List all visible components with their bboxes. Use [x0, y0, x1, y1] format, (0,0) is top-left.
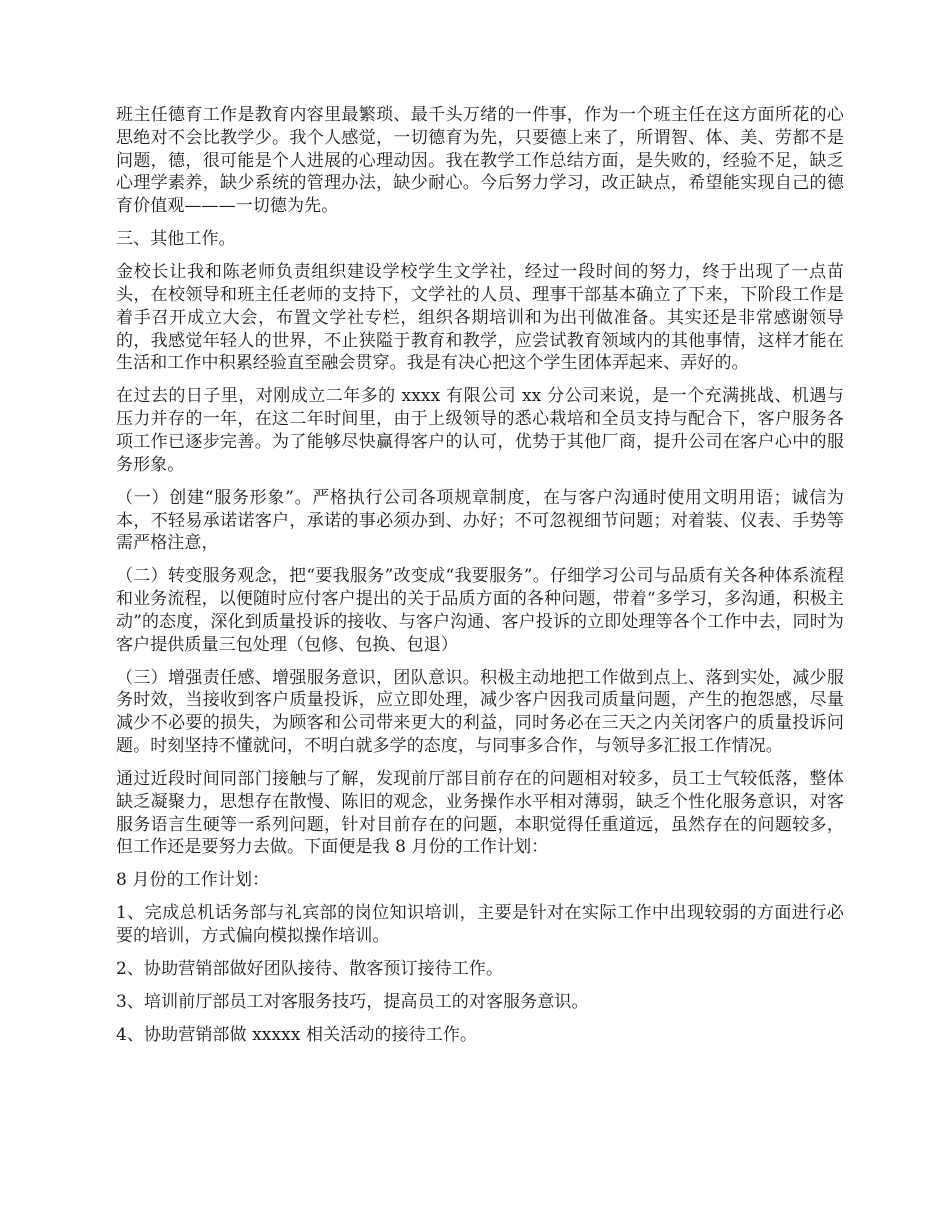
- paragraph-front-office-issues: 通过近段时间同部门接触与了解，发现前厅部目前存在的问题相对较多，员工士气较低落，整体缺乏凝聚力，思想存在散慢、陈旧的观念，业务操作水平相对薄弱，缺乏个性化服务意识，对客服务语言生硬等一系列问题，针对目前存在的问题，本职觉得任重道远，虽然存在的问题较多，但工作还是要努力去做。下面便是我 8 月份的工作计划：: [116, 769, 844, 858]
- paragraph-service-image: （一）创建“服务形象”。严格执行公司各项规章制度，在与客户沟通时使用文明用语；诚信为本，不轻易承诺诺客户，承诺的事必须办到、办好；不可忽视细节问题；对着装、仪表、手势等需严格注意，: [116, 487, 844, 554]
- plan-heading: 8 月份的工作计划：: [116, 870, 270, 891]
- plan-item-1: 1、完成总机话务部与礼宾部的岗位知识培训，主要是针对在实际工作中出现较弱的方面进行必要的培训，方式偏向模拟操作培训。: [116, 903, 844, 947]
- paragraph-responsibility: （三）增强责任感、增强服务意识，团队意识。积极主动地把工作做到点上、落到实处，减少服务时效，当接收到客户质量投诉，应立即处理，减少客户因我司质量问题，产生的抱怨感，尽量减少不必要的损失，为顾客和公司带来更大的利益，同时务必在三天之内关闭客户的质量投诉问题。时刻坚持不懂就问，不明白就多学的态度，与同事多合作，与领导多汇报工作情况。: [116, 667, 844, 757]
- paragraph-literature-club: 金校长让我和陈老师负责组织建设学校学生文学社，经过一段时间的努力，终于出现了一点苗头，在校领导和班主任老师的支持下，文学社的人员、理事干部基本确立了下来，下阶段工作是着手召开成立大会，布置文学社专栏，组织各期培训和为出刊做准备。其实还是非常感谢领导的，我感觉年轻人的世界，不止狭隘于教育和教学，应尝试教育领域内的其他事情，这样才能在生活和工作中积累经验直至融会贯穿。我是有决心把这个学生团体弄起来、弄好的。: [116, 262, 844, 374]
- paragraph-moral-education: 班主任德育工作是教育内容里最繁琐、最千头万绪的一件事，作为一个班主任在这方面所花的心思绝对不会比教学少。我个人感觉，一切德育为先，只要德上来了，所谓智、体、美、劳都不是问题，德，很可能是个人进展的心理动因。我在教学工作总结方面，是失败的，经验不足，缺乏心理学素养，缺少系统的管理办法，缺少耐心。今后努力学习，改正缺点，希望能实现自己的德育价值观———一切德为先。: [116, 105, 844, 217]
- plan-item-2: 2、协助营销部做好团队接待、散客预订接待工作。: [116, 959, 504, 980]
- plan-item-4: 4、协助营销部做 xxxxx 相关活动的接待工作。: [116, 1025, 478, 1046]
- section-heading-other-work: 三、其他工作。: [116, 229, 236, 250]
- plan-item-3: 3、培训前厅部员工对客服务技巧，提高员工的对客服务意识。: [116, 992, 589, 1013]
- paragraph-service-concept: （二）转变服务观念，把“要我服务”改变成“我要服务”。仔细学习公司与品质有关各种体系流程和业务流程，以便随时应付客户提出的关于品质方面的各种问题，带着“多学习，多沟通，积极主动”的态度，深化到质量投诉的接收、与客户沟通、客户投诉的立即处理等各个工作中去，同时为客户提供质量三包处理（包修、包换、包退）: [116, 566, 844, 655]
- paragraph-company-review: 在过去的日子里，对刚成立二年多的 xxxx 有限公司 xx 分公司来说，是一个充满挑战、机遇与压力并存的一年，在这二年时间里，由于上级领导的悉心栽培和全员支持与配合下，客户服务各项工作已逐步完善。为了能够尽快赢得客户的认可，优势于其他厂商，提升公司在客户心中的服务形象。: [116, 386, 844, 475]
- document-body: [116, 104, 844, 1057]
